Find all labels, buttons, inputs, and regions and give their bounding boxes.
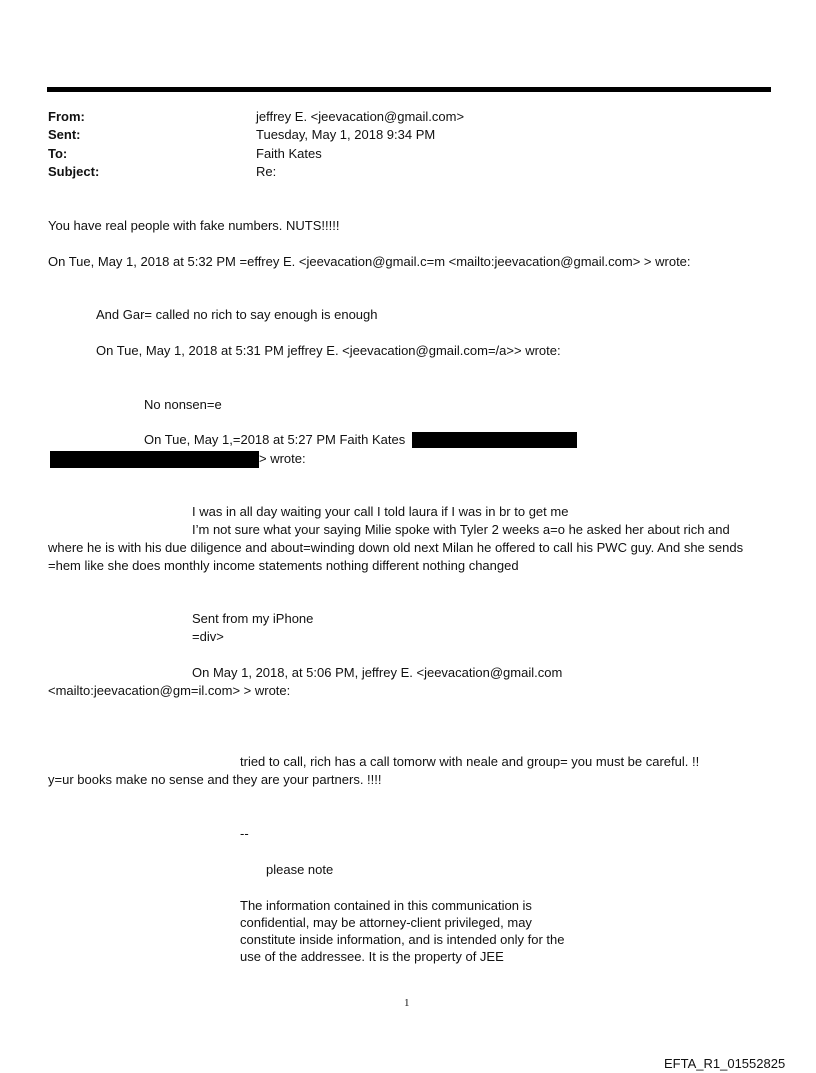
page-number: 1 (404, 997, 410, 1009)
body-line-13: tried to call, rich has a call tomorw with neale and group= you must be careful. !! (240, 754, 700, 769)
body-line-10: =div> (192, 629, 224, 644)
header-rule (47, 87, 771, 92)
to-value: Faith Kates (256, 146, 322, 161)
body-line-4: On Tue, May 1, 2018 at 5:31 PM jeffrey E. <jeevacation@gmail.com=/a>> wrote: (96, 343, 561, 358)
body-line-14: y=ur books make no sense and they are your partners. !!!! (48, 772, 382, 787)
body-line-9: Sent from my iPhone (192, 611, 314, 626)
please-note: please note (266, 862, 334, 877)
from-value: jeffrey E. <jeevacation@gmail.com> (256, 109, 465, 124)
disclaimer: The information contained in this communication is confidential, may be attorney-client privileged, may constitute inside information, and is intended only for the use of the addressee. It is the property of JEE (240, 898, 565, 964)
body-line-8-cont: where he is with his due diligence and about=winding down old next Milan he offered to call his PWC guy. And she sends (48, 540, 744, 555)
redaction-bar (50, 451, 259, 468)
document-id: EFTA_R1_01552825 (664, 1056, 786, 1071)
body-line-2: On Tue, May 1, 2018 at 5:32 PM =effrey E. <jeevacation@gmail.c=m <mailto:jeevacation@gmail.com> > wrote: (48, 254, 691, 269)
body-line-8-cont: =hem like she does monthly income statements nothing different nothing changed (48, 558, 519, 573)
to-label: To: (48, 146, 68, 161)
body-line-8: I’m not sure what your saying Milie spoke with Tyler 2 weeks a=o he asked her about rich and (192, 522, 730, 537)
body-line-3: And Gar= called no rich to say enough is enough (96, 307, 378, 322)
body-line-6a: On Tue, May 1,=2018 at 5:27 PM Faith Kates (144, 432, 406, 447)
subject-label: Subject: (48, 164, 100, 179)
sent-value: Tuesday, May 1, 2018 9:34 PM (256, 127, 436, 142)
signature-separator: -- (240, 826, 249, 841)
body-line-6b: > wrote: (259, 451, 306, 466)
body-line-1: You have real people with fake numbers. NUTS!!!!! (48, 218, 340, 233)
body-line-12: <mailto:jeevacation@gm=il.com> > wrote: (48, 683, 291, 698)
body-line-5: No nonsen=e (144, 397, 222, 412)
sent-label: Sent: (48, 127, 81, 142)
subject-value: Re: (256, 164, 277, 179)
body-line-11: On May 1, 2018, at 5:06 PM, jeffrey E. <jeevacation@gmail.com (192, 665, 563, 680)
redaction-bar (412, 432, 577, 448)
from-label: From: (48, 109, 85, 124)
body-line-7: I was in all day waiting your call I told laura if I was in br to get me (192, 504, 569, 519)
